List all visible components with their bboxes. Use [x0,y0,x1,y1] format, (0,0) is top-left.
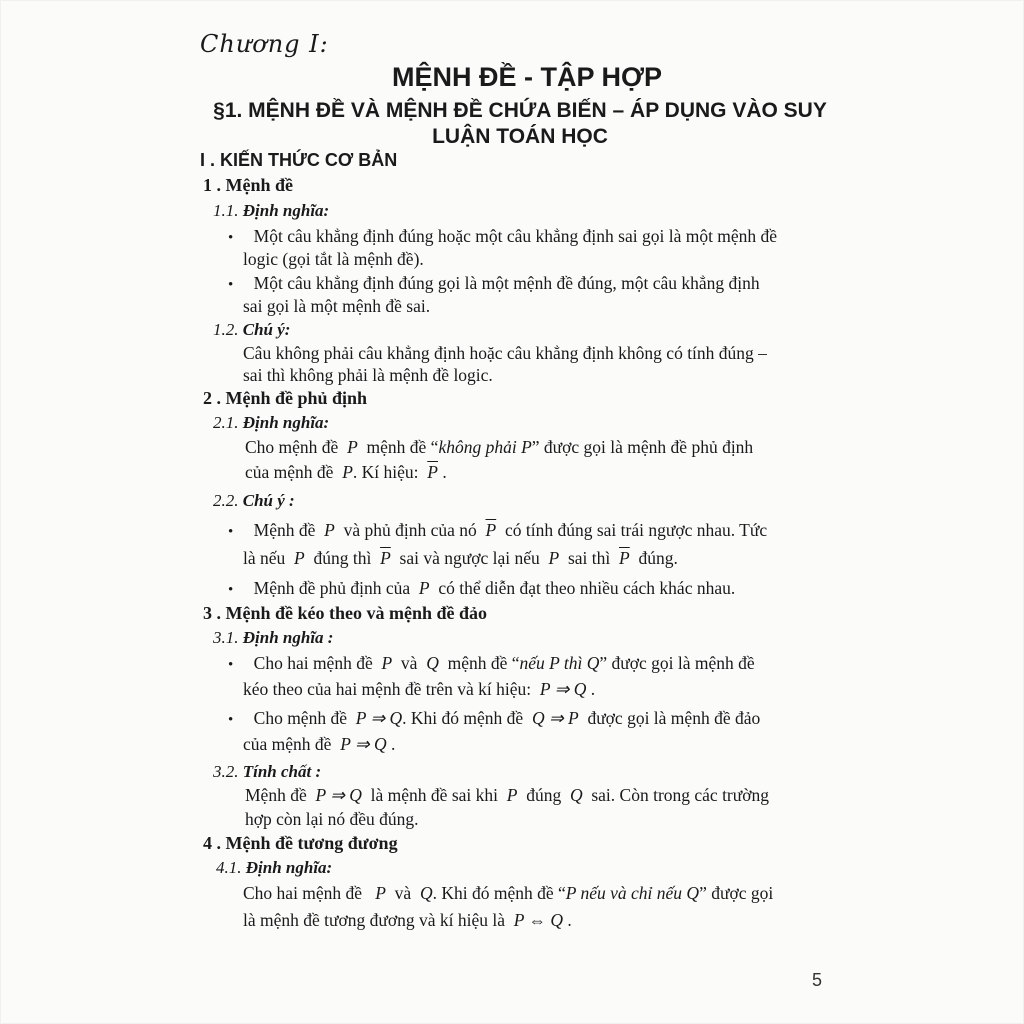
page-title: MỆNH ĐỀ - TẬP HỢP [391,62,663,92]
bullet-2-line-2: sai gọi là một mệnh đề sai. [243,296,431,316]
bullet-6: • Cho mệnh đề P ⇒ Q. Khi đó mệnh đề Q ⇒ P được gọi là mệnh đề đảo [228,708,761,728]
negation-def-line-2: của mệnh đề P. Kí hiệu: $\overline{P}$ . [245,462,447,482]
part-heading: I . KIẾN THỨC CƠ BẢN [200,150,398,170]
section-title-line-2: LUẬN TOÁN HỌC [432,125,608,148]
section-1-heading: 1 . Mệnh đề [203,175,293,195]
note-line-1: Câu không phải câu khẳng định hoặc câu khẳng định không có tính đúng – [243,343,767,363]
bullet-5-line-2: kéo theo của hai mệnh đề trên và kí hiệu: P ⇒ Q . [243,679,596,699]
bullet-3-line-2: là nếu P đúng thì $\overline{P}$ sai và ngược lại nếu P sai thì $\overline{P}$ đúng. [243,548,678,568]
implication-symbol: P ⇒ Q [539,679,587,699]
property-line-1: Mệnh đề P ⇒ Q là mệnh đề sai khi P đúng Q sai. Còn trong các trường [245,785,770,805]
bullet-icon: • [228,657,234,673]
bullet-icon: • [228,582,234,598]
note-2-2: 2.2. Chú ý : [213,491,295,510]
property-3-2: 3.2. Tính chất : [213,762,322,781]
bullet-icon: • [228,712,234,728]
definition-3-1: 3.1. Định nghĩa : [213,628,334,647]
equivalence-line-1: Cho hai mệnh đề P và Q. Khi đó mệnh đề “P nếu và chỉ nếu Q” được gọi [243,883,774,903]
bullet-1-line-2: logic (gọi tắt là mệnh đề). [243,249,424,269]
section-title-line-1: §1. MỆNH ĐỀ VÀ MỆNH ĐỀ CHỨA BIẾN – ÁP DỤNG VÀO SUY [213,99,827,122]
chapter-label: Chương I: [200,30,329,58]
negation-def-line-1: Cho mệnh đề P mệnh đề “không phải P” được gọi là mệnh đề phủ định [245,437,754,457]
bullet-6-line-2: của mệnh đề P ⇒ Q . [243,734,396,754]
bullet-icon: • [228,230,234,246]
definition-1-1: 1.1. Định nghĩa: [213,201,330,220]
bullet-icon: • [228,277,234,293]
bullet-2: • Một câu khẳng định đúng gọi là một mệnh đề đúng, một câu khẳng định [228,273,760,293]
not-p-symbol: $\overline{P}$ [427,462,438,482]
bullet-5: • Cho hai mệnh đề P và Q mệnh đề “nếu P thì Q” được gọi là mệnh đề [228,653,755,673]
section-title [200,98,840,150]
bullet-4: • Mệnh đề phủ định của P có thể diễn đạt theo nhiều cách khác nhau. [228,578,736,598]
definition-2-1: 2.1. Định nghĩa: [213,413,330,432]
property-line-2: hợp còn lại nó đều đúng. [245,809,419,829]
converse-symbol: Q ⇒ P [531,708,579,728]
section-4-heading: 4 . Mệnh đề tương đương [203,833,398,853]
note-line-2: sai thì không phải là mệnh đề logic. [243,365,493,385]
bullet-3: • Mệnh đề P và phủ định của nó $\overline{P}$ có tính đúng sai trái ngược nhau. Tức [228,520,768,540]
definition-4-1: 4.1. Định nghĩa: [216,858,333,877]
bullet-icon: • [228,524,234,540]
section-3-heading: 3 . Mệnh đề kéo theo và mệnh đề đảo [203,603,488,623]
equivalence-line-2: là mệnh đề tương đương và kí hiệu là P ⇔ Q . [243,910,572,930]
equivalence-symbol: P ⇔ Q [513,910,564,930]
note-1-2: 1.2. Chú ý: [213,320,291,339]
bullet-1: • Một câu khẳng định đúng hoặc một câu khẳng định sai gọi là một mệnh đề [228,226,778,246]
section-2-heading: 2 . Mệnh đề phủ định [203,388,368,408]
page-number: 5 [812,970,823,990]
